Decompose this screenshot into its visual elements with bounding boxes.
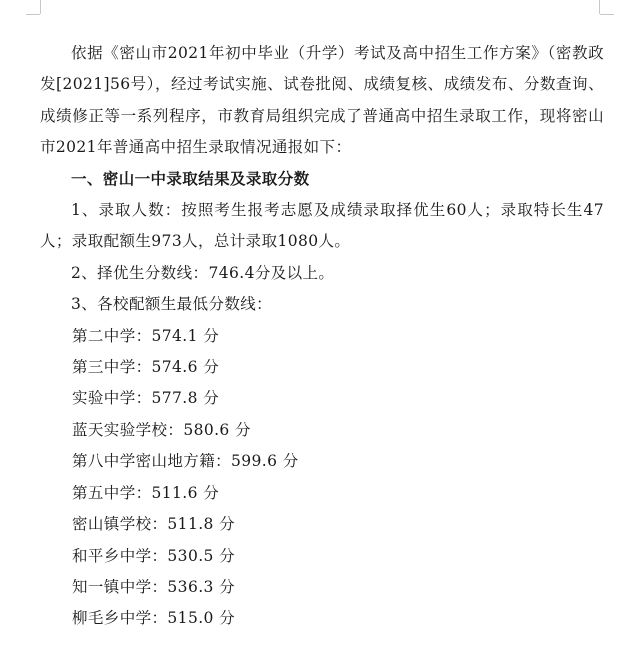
score-value: 574.6 xyxy=(151,358,198,377)
school-name: 第五中学 xyxy=(72,483,136,502)
score-unit: 分 xyxy=(203,389,220,408)
score-value: 515.0 xyxy=(167,609,214,628)
item-merit-cutoff: 2、择优生分数线：746.4分及以上。 xyxy=(71,263,335,282)
school-score-row xyxy=(40,478,604,509)
colon: ： xyxy=(151,515,168,534)
colon: ： xyxy=(215,452,232,471)
score-unit: 分 xyxy=(219,515,236,534)
score-unit: 分 xyxy=(203,483,220,502)
score-value: 599.6 xyxy=(231,452,278,471)
crop-mark-top-right xyxy=(600,14,614,15)
item-quota-heading: 3、各校配额生最低分数线： xyxy=(71,295,273,314)
school-score-row xyxy=(40,509,604,540)
school-name: 第八中学密山地方籍 xyxy=(72,452,216,471)
score-unit: 分 xyxy=(219,609,236,628)
colon: ： xyxy=(135,483,152,502)
intro-paragraph: 依据《密山市2021年初中毕业（升学）考试及高中招生工作方案》（密教政发[2021]56号），经过考试实施、试卷批阅、成绩复核、成绩发布、分数查询、成绩修正等一系列程序，市教育局组织完成了普通高中招生录取工作，现将密山市2021年普通高中招生录取情况通报如下： xyxy=(40,44,604,157)
school-name: 第二中学 xyxy=(72,326,136,345)
score-unit: 分 xyxy=(203,326,220,345)
school-name: 和平乡中学 xyxy=(72,546,152,565)
school-name: 蓝天实验学校 xyxy=(72,420,168,439)
score-value: 511.8 xyxy=(167,515,214,534)
school-name: 柳毛乡中学 xyxy=(72,609,152,628)
section-heading: 一、密山一中录取结果及录取分数 xyxy=(71,169,310,188)
score-unit: 分 xyxy=(219,577,236,596)
school-name: 密山镇学校 xyxy=(72,515,152,534)
school-score-row xyxy=(40,383,604,414)
school-score-row xyxy=(40,603,604,634)
score-value: 536.3 xyxy=(167,577,214,596)
colon: ： xyxy=(135,389,152,408)
crop-mark-top-left xyxy=(26,14,40,15)
school-name: 实验中学 xyxy=(72,389,136,408)
school-score-row xyxy=(40,352,604,383)
school-score-row xyxy=(40,572,604,603)
school-name: 第三中学 xyxy=(72,358,136,377)
colon: ： xyxy=(135,358,152,377)
crop-mark-top-left xyxy=(40,0,41,14)
school-name: 知一镇中学 xyxy=(72,577,152,596)
crop-mark-top-right xyxy=(599,0,600,14)
score-value: 574.1 xyxy=(151,326,198,345)
score-value: 511.6 xyxy=(151,483,198,502)
colon: ： xyxy=(151,546,168,565)
item-admission-count: 1、录取人数：按照考生报考志愿及成绩录取择优生60人；录取特长生47人；录取配额生973人，总计录取1080人。 xyxy=(40,201,604,251)
score-unit: 分 xyxy=(203,358,220,377)
school-score-row xyxy=(40,415,604,446)
score-value: 530.5 xyxy=(167,546,214,565)
school-score-row xyxy=(40,541,604,572)
score-unit: 分 xyxy=(219,546,236,565)
school-score-row xyxy=(40,321,604,352)
score-unit: 分 xyxy=(282,452,299,471)
colon: ： xyxy=(135,326,152,345)
document-body xyxy=(40,38,604,635)
colon: ： xyxy=(167,420,184,439)
score-value: 580.6 xyxy=(183,420,230,439)
score-value: 577.8 xyxy=(151,389,198,408)
school-score-list xyxy=(40,321,604,635)
score-unit: 分 xyxy=(235,420,251,439)
school-score-row xyxy=(40,446,604,477)
colon: ： xyxy=(151,577,168,596)
colon: ： xyxy=(151,609,168,628)
